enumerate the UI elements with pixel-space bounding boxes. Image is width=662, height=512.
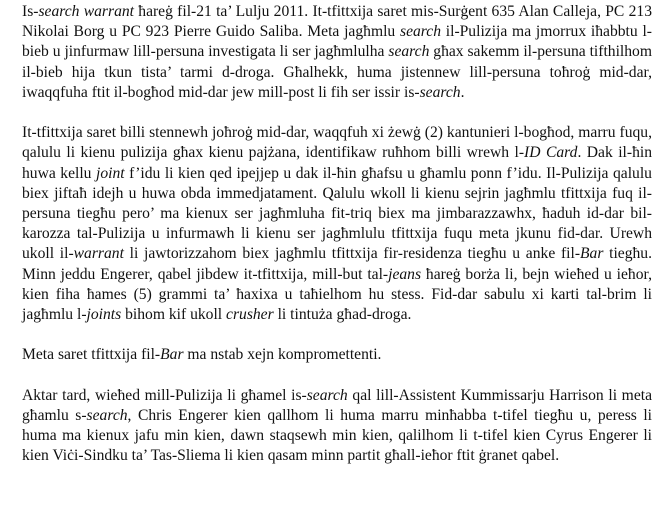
paragraph-1 <box>22 2 652 103</box>
paragraph-3 <box>22 345 652 365</box>
text-run: bihom kif ukoll <box>121 306 227 324</box>
text-run: ma nstab xejn kompromettenti. <box>183 346 382 364</box>
text-run: Aktar tard, wieħed mill-Pulizija li għamel is- <box>22 386 307 404</box>
italic-term: ID Card <box>524 144 578 162</box>
text-run: , Chris Engerer kien qallhom li huma marru minħabba t-tifel tiegħu u, peress li huma ma kienux jafu min kien, dawn staqsewh min kien, qalilhom li t-tifel kien Cyrus Engerer li kien Viċi-Sindku ta’ Tas-Sliema li kien qasam minn partit għall-ieħor ftit ġranet qabel. <box>22 407 652 465</box>
text-run: It-tfittxija saret billi stennewh joħroġ mid-dar, waqqfuh xi żewġ (2) kantunieri l-bogħod, marru fuqu, qalulu li kienu pulizija għax kienu pajżana, identifikaw ruħhom billi wrewh l- <box>22 124 652 162</box>
italic-term: search <box>86 407 128 425</box>
paragraph-2 <box>22 123 652 325</box>
italic-term: jeans <box>388 265 422 283</box>
paragraph-4 <box>22 386 652 467</box>
text-run: f’idu li kien qed ipejjep u dak il-ħin għafsu u għamlu ponn f’idu. Il-Pulizija qalulu biex jiftaħ idejh u huwa obda immedjatament. Qalulu wkoll li kienu sejrin jagħmlu tfittxija fuq il-persuna tiegħu pero’ ma kienux ser jagħmluha fit-triq biex ma jimbarazzawhx, ħaduh id-dar bil-karozza tal-Pulizija u infurmawh li kienu ser jagħmlulu tfittxija fuqu meta jkunu fid-dar. Urewh ukoll il- <box>22 164 652 263</box>
italic-term: crusher <box>226 306 274 324</box>
text-run: qal lill-Assistent Kummissarju Harrison li meta għamlu s- <box>22 386 652 425</box>
text-run: għax sakemm il-persuna tifthilhom il-bieb hija tkun tista’ tarmi d-droga. Għalhekk, huma jistennew lill-persuna toħroġ mid-dar, iwaqqfuha ftit il-bogħod mid-dar jew mill-post li fih ser issir is- <box>22 43 652 101</box>
text-run: Meta saret tfittxija fil- <box>22 346 161 364</box>
text-run: ħareġ borża li, bejn wieħed u ieħor, kien fiha ħames (5) grammi ta’ ħaxixa u taħielhom hu stess. Fid-dar sabulu xi karti tal-brim li jagħmlu l- <box>22 265 652 324</box>
italic-term: Bar <box>160 346 184 364</box>
italic-term: joint <box>96 164 125 182</box>
text-run: . Dak il-ħin huwa kellu <box>22 144 652 182</box>
text-run: li tintuża għad-droga. <box>273 306 412 324</box>
italic-term: joints <box>86 306 122 324</box>
italic-term: Bar <box>580 245 604 263</box>
text-run: ħareġ fil-21 ta’ Lulju 2011. It-tfittxija saret mis-Surġent 635 Alan Calleja, PC 213 Nikolai Borg u PC 923 Pierre Guido Saliba. Meta jagħmlu <box>22 3 652 41</box>
italic-term: search warrant <box>38 3 134 20</box>
italic-term: search <box>388 43 430 61</box>
text-run: tiegħu. Minn jeddu Engerer, qabel jibdew it-tfittxija, mill-but tal- <box>22 245 653 283</box>
italic-term: warrant <box>73 245 124 263</box>
text-run: li jawtorizzahom biex jagħmlu tfittxija fir-residenza tiegħu u anke fil- <box>123 245 581 263</box>
text-run: . <box>460 83 465 101</box>
text-run: Is- <box>22 3 39 20</box>
text-run: il-Pulizija ma jmorrux iħabbtu l-bieb u jinfurmaw lill-persuna investigata li ser jagħmlulha <box>22 23 652 61</box>
italic-term: search <box>419 83 461 101</box>
italic-term: search <box>400 23 441 41</box>
italic-term: search <box>306 386 348 404</box>
